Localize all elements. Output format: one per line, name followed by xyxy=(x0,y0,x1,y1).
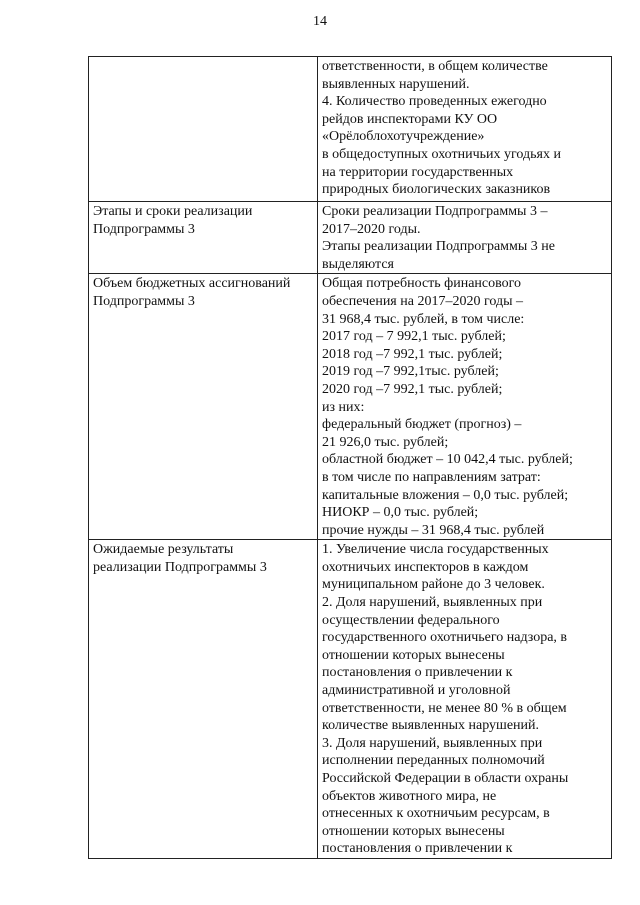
text-line: из них: xyxy=(322,399,365,415)
text-line: федеральный бюджет (прогноз) – xyxy=(322,417,522,433)
text-line: Российской Федерации в области охраны xyxy=(322,771,569,786)
table-row-results xyxy=(89,540,612,859)
text-line: 2017–2020 годы. xyxy=(322,221,421,237)
passport-table xyxy=(88,56,612,859)
text-line: выявленных нарушений. xyxy=(322,76,470,92)
text-line: отношении которых вынесены xyxy=(322,823,505,839)
text-line: НИОКР – 0,0 тыс. рублей; xyxy=(322,505,479,521)
text-line: 1. Увеличение числа государственных xyxy=(322,542,549,558)
row-label xyxy=(89,274,318,540)
text-line: выделяются xyxy=(322,256,394,272)
text-line: 4. Количество проведенных ежегодно xyxy=(322,94,547,110)
table-row-continuation xyxy=(89,57,612,202)
text-line: осуществлении федерального xyxy=(322,612,500,628)
text-line: в общедоступных охотничьих угодьях и xyxy=(322,146,561,162)
row-value xyxy=(318,202,612,274)
text-line: 31 968,4 тыс. рублей, в том числе: xyxy=(322,311,525,327)
text-line: постановления о привлечении к xyxy=(322,665,513,681)
text-line: капитальные вложения – 0,0 тыс. рублей; xyxy=(322,487,569,503)
text-line: 2018 год –7 992,1 тыс. рублей; xyxy=(322,346,503,362)
text-line: 3. Доля нарушений, выявленных при xyxy=(322,735,543,751)
row-label xyxy=(89,202,318,274)
text-line: Сроки реализации Подпрограммы 3 – xyxy=(322,204,548,219)
text-line: природных биологических заказников xyxy=(322,182,551,198)
label-line: реализации Подпрограммы 3 xyxy=(93,559,267,575)
text-line: 2017 год – 7 992,1 тыс. рублей; xyxy=(322,329,506,345)
text-line: административной и уголовной xyxy=(322,683,511,699)
label-line: Подпрограммы 3 xyxy=(93,221,195,237)
row-label xyxy=(89,540,318,859)
row-value xyxy=(318,540,612,859)
text-line: исполнении переданных полномочий xyxy=(322,753,545,769)
row-value xyxy=(318,274,612,540)
text-line: охотничьих инспекторов в каждом xyxy=(322,559,529,575)
text-line: рейдов инспекторами КУ ОО xyxy=(322,111,498,127)
text-line: муниципальном районе до 3 человек. xyxy=(322,577,545,593)
label-line: Подпрограммы 3 xyxy=(93,293,195,309)
text-line: Общая потребность финансового xyxy=(322,276,522,292)
text-line: 2019 год –7 992,1тыс. рублей; xyxy=(322,364,499,380)
text-line: в том числе по направлениям затрат: xyxy=(322,469,541,485)
text-line: «Орёлоблохотучреждение» xyxy=(322,129,485,145)
text-line: 21 926,0 тыс. рублей; xyxy=(322,434,449,450)
text-line: количестве выявленных нарушений. xyxy=(322,718,540,734)
text-line: 2. Доля нарушений, выявленных при xyxy=(322,595,543,611)
row-value xyxy=(318,57,612,202)
row-label xyxy=(89,57,318,202)
table-row-budget xyxy=(89,274,612,540)
text-line: постановления о привлечении к xyxy=(322,841,513,857)
text-line: областной бюджет – 10 042,4 тыс. рублей; xyxy=(322,452,573,468)
label-line: Объем бюджетных ассигнований xyxy=(93,276,291,292)
text-line: 2020 год –7 992,1 тыс. рублей; xyxy=(322,381,503,397)
text-line: отнесенных к охотничьим ресурсам, в xyxy=(322,806,550,822)
text-line: ответственности, в общем количестве xyxy=(322,59,548,74)
text-line: отношении которых вынесены xyxy=(322,647,505,663)
page-number: 14 xyxy=(313,14,327,29)
text-line: прочие нужды – 31 968,4 тыс. рублей xyxy=(322,522,545,538)
text-line: Этапы реализации Подпрограммы 3 не xyxy=(322,239,555,255)
text-line: ответственности, не менее 80 % в общем xyxy=(322,700,567,716)
label-line: Ожидаемые результаты xyxy=(93,542,234,558)
table-row-stages xyxy=(89,202,612,274)
text-line: обеспечения на 2017–2020 годы – xyxy=(322,293,523,309)
label-line: Этапы и сроки реализации xyxy=(93,204,253,219)
text-line: государственного охотничьего надзора, в xyxy=(322,630,568,646)
text-line: объектов животного мира, не xyxy=(322,788,497,804)
text-line: на территории государственных xyxy=(322,164,514,180)
